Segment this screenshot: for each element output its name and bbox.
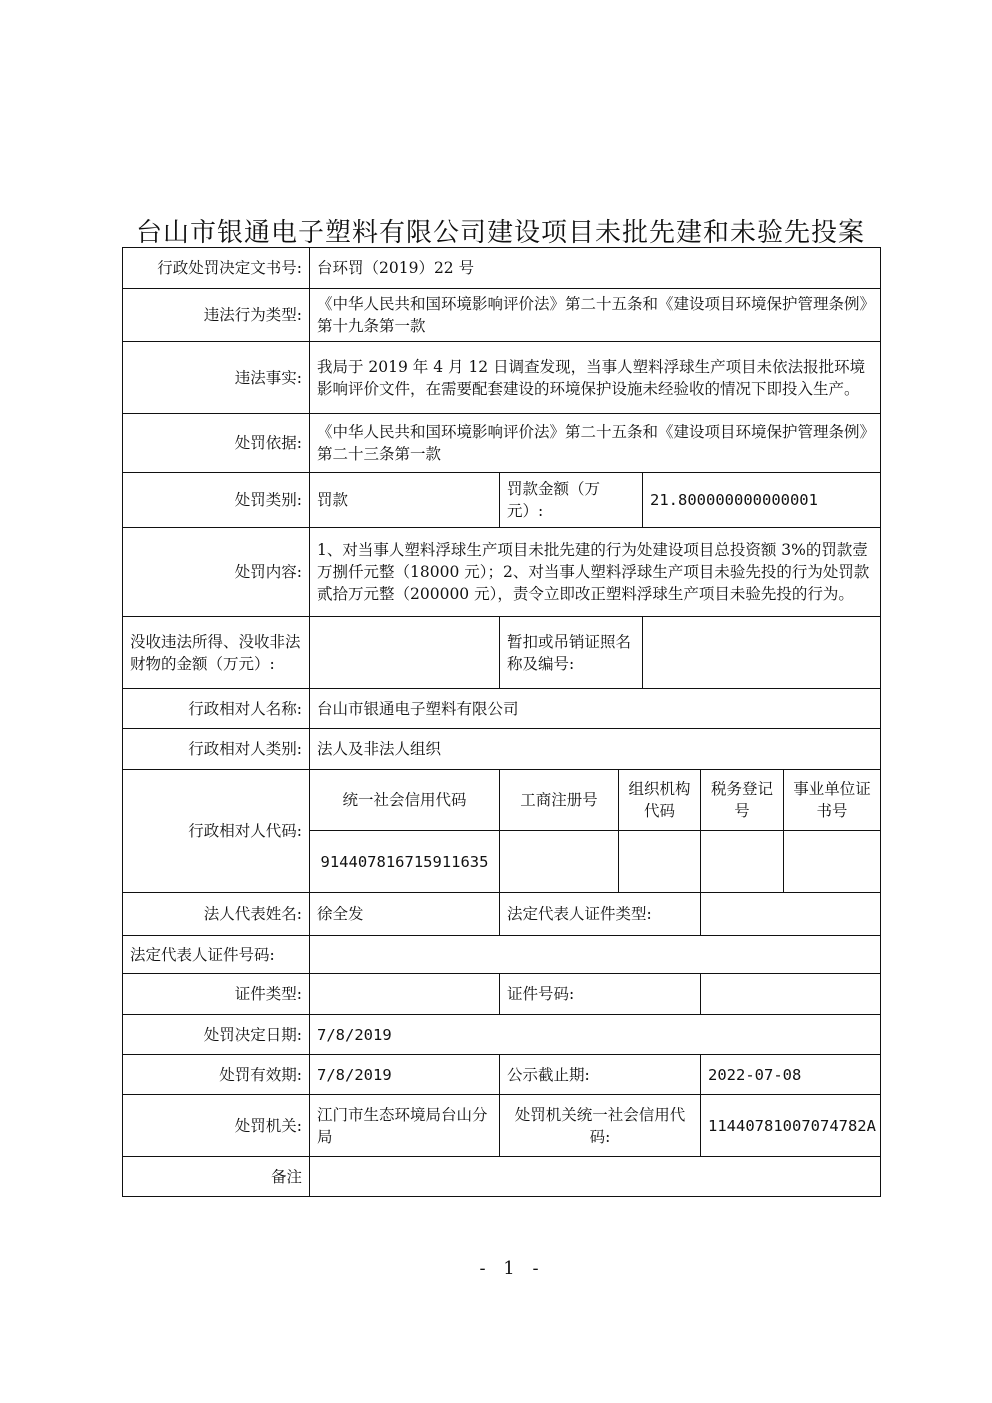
violation-type-label: 违法行为类型: — [123, 289, 310, 342]
row-confiscation — [123, 617, 881, 689]
tax-reg-value — [701, 831, 784, 893]
page-number: - 1 - — [479, 1258, 545, 1279]
penalty-content-value: 1、对当事人塑料浮球生产项目未批先建的行为处建设项目总投资额 3%的罚款壹万捌仟元整（18000 元）；2、对当事人塑料浮球生产项目未验先投的行为处罚款贰拾万元整（200000 元），责令立即改正塑料浮球生产项目未验先投的行为。 — [310, 528, 881, 617]
cert-no-label: 证件号码: — [500, 974, 701, 1015]
penalty-basis-label: 处罚依据: — [123, 414, 310, 473]
legal-rep-id-type-value — [701, 893, 881, 936]
penalty-content-label: 处罚内容: — [123, 528, 310, 617]
deadline-value: 2022-07-08 — [701, 1055, 881, 1095]
authority-credit-label: 处罚机关统一社会信用代码: — [500, 1095, 701, 1157]
row-legal-rep — [123, 893, 881, 936]
party-code-label: 行政相对人代码: — [123, 770, 310, 893]
party-type-label: 行政相对人类别: — [123, 729, 310, 770]
row-authority — [123, 1095, 881, 1157]
authority-label: 处罚机关: — [123, 1095, 310, 1157]
org-code-header: 组织机构代码 — [619, 770, 701, 831]
credit-code-value: 914407816715911635 — [310, 831, 500, 893]
validity-value: 7/8/2019 — [310, 1055, 500, 1095]
cert-type-value — [310, 974, 500, 1015]
row-violation-type — [123, 289, 881, 342]
doc-no-value: 台环罚（2019）22 号 — [310, 248, 881, 289]
penalty-table — [122, 247, 881, 1197]
decision-date-label: 处罚决定日期: — [123, 1015, 310, 1055]
violation-facts-label: 违法事实: — [123, 342, 310, 414]
row-penalty-category — [123, 473, 881, 528]
cert-no-value — [701, 974, 881, 1015]
row-violation-facts — [123, 342, 881, 414]
row-legal-rep-id — [123, 936, 881, 974]
violation-type-value: 《中华人民共和国环境影响评价法》第二十五条和《建设项目环境保护管理条例》第十九条第一款 — [310, 289, 881, 342]
penalty-basis-value: 《中华人民共和国环境影响评价法》第二十五条和《建设项目环境保护管理条例》第二十三条第一款 — [310, 414, 881, 473]
legal-rep-id-value — [310, 936, 881, 974]
legal-rep-label: 法人代表姓名: — [123, 893, 310, 936]
deadline-label: 公示截止期: — [500, 1055, 701, 1095]
row-party-type — [123, 729, 881, 770]
cert-type-label: 证件类型: — [123, 974, 310, 1015]
penalty-category-value: 罚款 — [310, 473, 500, 528]
row-validity — [123, 1055, 881, 1095]
penalty-amount-value: 21.800000000000001 — [643, 473, 881, 528]
penalty-category-label: 处罚类别: — [123, 473, 310, 528]
legal-rep-value: 徐全发 — [310, 893, 500, 936]
tax-reg-header: 税务登记号 — [701, 770, 784, 831]
org-code-value — [619, 831, 701, 893]
authority-value: 江门市生态环境局台山分局 — [310, 1095, 500, 1157]
document-title: 台山市银通电子塑料有限公司建设项目未批先建和未验先投案 — [135, 218, 865, 248]
confiscation-label: 没收违法所得、没收非法财物的金额（万元）: — [123, 617, 310, 689]
legal-rep-id-label: 法定代表人证件号码: — [123, 936, 310, 974]
row-party-name — [123, 689, 881, 729]
license-label: 暂扣或吊销证照名称及编号: — [500, 617, 643, 689]
row-penalty-content — [123, 528, 881, 617]
penalty-amount-label: 罚款金额（万元）: — [500, 473, 643, 528]
validity-label: 处罚有效期: — [123, 1055, 310, 1095]
row-doc-no — [123, 248, 881, 289]
row-party-code-headers — [123, 770, 881, 831]
remarks-label: 备注 — [123, 1157, 310, 1197]
party-name-value: 台山市银通电子塑料有限公司 — [310, 689, 881, 729]
row-cert — [123, 974, 881, 1015]
license-value — [643, 617, 881, 689]
row-remarks — [123, 1157, 881, 1197]
row-decision-date — [123, 1015, 881, 1055]
business-reg-header: 工商注册号 — [500, 770, 619, 831]
authority-credit-value: 11440781007074782A — [701, 1095, 881, 1157]
party-type-value: 法人及非法人组织 — [310, 729, 881, 770]
decision-date-value: 7/8/2019 — [310, 1015, 881, 1055]
institution-cert-value — [784, 831, 881, 893]
business-reg-value — [500, 831, 619, 893]
doc-no-label: 行政处罚决定文书号: — [123, 248, 310, 289]
credit-code-header: 统一社会信用代码 — [310, 770, 500, 831]
violation-facts-value: 我局于 2019 年 4 月 12 日调查发现，当事人塑料浮球生产项目未依法报批环境影响评价文件，在需要配套建设的环境保护设施未经验收的情况下即投入生产。 — [310, 342, 881, 414]
legal-rep-id-type-label: 法定代表人证件类型: — [500, 893, 701, 936]
row-penalty-basis — [123, 414, 881, 473]
institution-cert-header: 事业单位证书号 — [784, 770, 881, 831]
party-name-label: 行政相对人名称: — [123, 689, 310, 729]
remarks-value — [310, 1157, 881, 1197]
confiscation-value — [310, 617, 500, 689]
